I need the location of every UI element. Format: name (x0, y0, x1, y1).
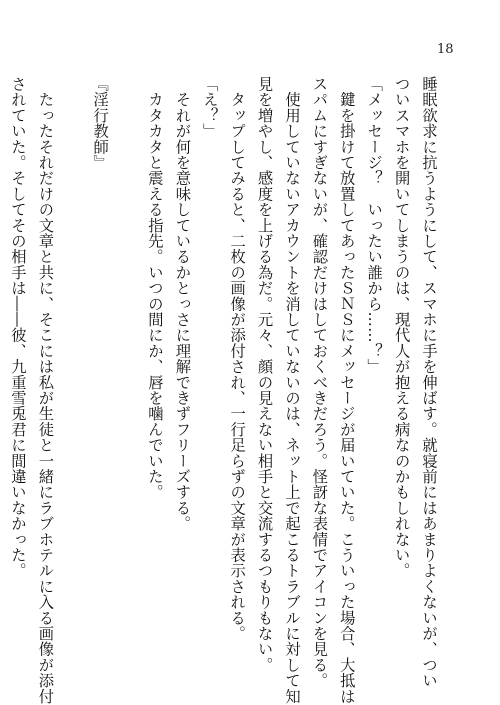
text-line-title: 『淫行教師』 (91, 76, 110, 171)
text-line: タップしてみると、二枚の画像が添付され、一行足らずの文章が表示される。 (228, 76, 247, 642)
text-line: されていた。そしてその相手は――彼、九重雪兎君に間違いなかった。 (8, 76, 27, 579)
text-line: 使用していないアカウントを消していないのは、ネット上で起こるトラブルに対して知 (282, 76, 301, 704)
text-line: ついスマホを開いてしまうのは、現代人が抱える病なのかもしれない。 (392, 76, 411, 579)
text-line: それが何を意味しているかとっさに理解できずフリーズする。 (173, 76, 192, 532)
text-line: たったそれだけの文章と共に、そこには私が生徒と一緒にラブホテルに入る画像が添付 (36, 76, 55, 704)
blank-line (113, 76, 140, 676)
text-line: 「メッセージ？ いったい誰から……？」 (365, 76, 384, 375)
text-line: カタカタと震える指先。いつの間にか、唇を噛んでいた。 (145, 76, 164, 500)
text-line: スパムにすぎないが、確認だけはしておくべきだろう。怪訝な表情でアイコンを見る。 (310, 76, 329, 689)
text-line: 見を増やし、感度を上げる為だ。元々、顔の見えない相手と交流するつもりもない。 (255, 76, 274, 673)
text-line: 「え？」 (200, 76, 219, 139)
vertical-text-body (4, 76, 442, 704)
text-line: 睡眠欲求に抗うようにして、スマホに手を伸ばす。就寝前にはあまりよくないが、つい (420, 76, 438, 689)
text-line: 鍵を掛けて放置してあったＳＮＳにメッセージが届いていた。こういった場合、大抵は (337, 76, 356, 704)
blank-line (58, 76, 85, 676)
page-number: 18 (437, 42, 454, 57)
